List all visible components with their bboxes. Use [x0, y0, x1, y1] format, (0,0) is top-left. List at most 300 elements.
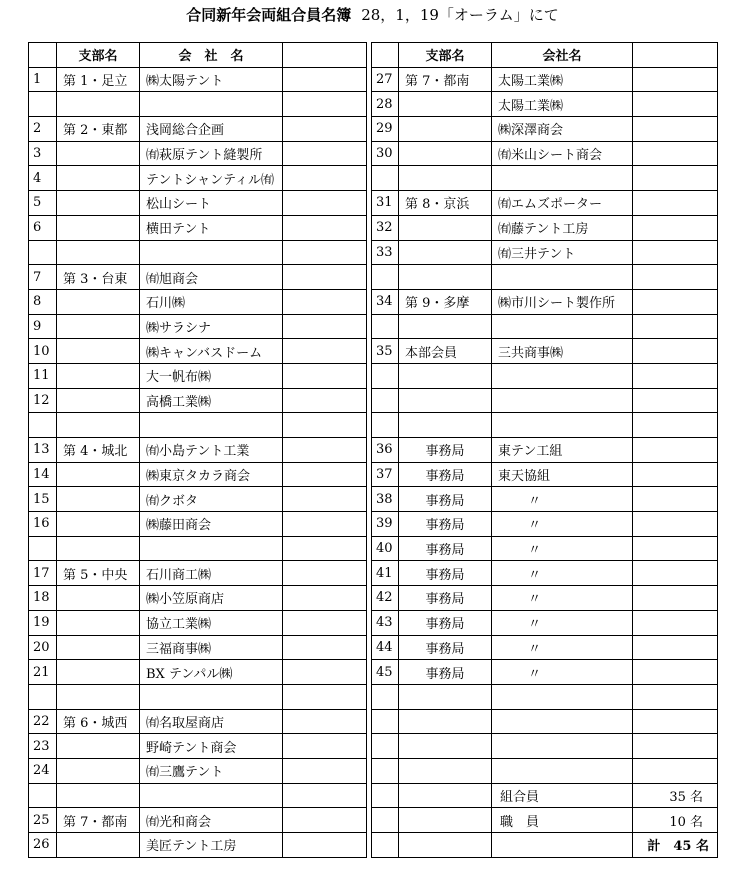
- right-company-name-cell: 東テン工組: [492, 438, 633, 463]
- right-company-name-cell: 〃: [492, 536, 633, 561]
- left-note-cell: [283, 289, 367, 314]
- right-member-number-cell: [372, 388, 399, 413]
- right-branch-name-cell: 事務局: [399, 561, 492, 586]
- left-company-name-cell: ㈱小笠原商店: [140, 586, 283, 611]
- right-note-cell: [633, 635, 718, 660]
- left-company-name-cell: テントシャンティル㈲: [140, 166, 283, 191]
- left-company-name-cell: [140, 684, 283, 709]
- right-branch-name-cell: 事務局: [399, 512, 492, 537]
- left-branch-name-cell: [57, 586, 140, 611]
- left-note-cell: [283, 783, 367, 808]
- left-member-number-cell: 13: [29, 438, 57, 463]
- table-row: [372, 363, 718, 388]
- right-note-cell: [633, 339, 718, 364]
- left-branch-name-cell: [57, 660, 140, 685]
- left-member-number-cell: 25: [29, 808, 57, 833]
- left-member-number-cell: [29, 413, 57, 438]
- left-note-cell: [283, 462, 367, 487]
- right-company-name-cell: 〃: [492, 512, 633, 537]
- table-row: [372, 512, 718, 537]
- table-row: [29, 833, 367, 858]
- left-branch-name-cell: [57, 363, 140, 388]
- right-member-number-cell: 40: [372, 536, 399, 561]
- left-member-number-cell: 7: [29, 265, 57, 290]
- right-company-name-cell: 太陽工業㈱: [492, 67, 633, 92]
- right-member-number-cell: [372, 758, 399, 783]
- right-header-row: [372, 43, 718, 68]
- right-member-number-cell: [372, 314, 399, 339]
- table-row: [29, 734, 367, 759]
- left-note-cell: [283, 512, 367, 537]
- table-row: [372, 783, 718, 808]
- right-branch-name-cell: 本部会員: [399, 339, 492, 364]
- left-branch-name-cell: [57, 314, 140, 339]
- right-note-cell: [633, 586, 718, 611]
- table-row: [29, 684, 367, 709]
- left-note-cell: [283, 141, 367, 166]
- right-header-cell: 支部名: [399, 43, 492, 68]
- table-row: [29, 586, 367, 611]
- right-company-name-cell: [492, 734, 633, 759]
- left-company-name-cell: ㈲旭商会: [140, 265, 283, 290]
- table-row: [372, 289, 718, 314]
- left-note-cell: [283, 635, 367, 660]
- left-member-number-cell: 20: [29, 635, 57, 660]
- right-member-number-cell: 31: [372, 191, 399, 216]
- right-company-name-cell: ㈲エムズポーター: [492, 191, 633, 216]
- right-company-name-cell: 東天協組: [492, 462, 633, 487]
- right-note-cell: [633, 388, 718, 413]
- left-member-number-cell: 14: [29, 462, 57, 487]
- table-row: [29, 487, 367, 512]
- table-row: [29, 635, 367, 660]
- left-header-row: [29, 43, 367, 68]
- right-branch-name-cell: [399, 166, 492, 191]
- right-note-cell: [633, 684, 718, 709]
- left-member-number-cell: 19: [29, 610, 57, 635]
- left-branch-name-cell: 第 4・城北: [57, 438, 140, 463]
- left-branch-name-cell: 第 1・足立: [57, 67, 140, 92]
- table-row: [372, 610, 718, 635]
- right-branch-name-cell: [399, 92, 492, 117]
- right-branch-name-cell: [399, 783, 492, 808]
- right-company-name-cell: 組合員: [492, 783, 633, 808]
- right-company-name-cell: 〃: [492, 635, 633, 660]
- table-row: [29, 388, 367, 413]
- table-row: [372, 92, 718, 117]
- left-member-number-cell: 11: [29, 363, 57, 388]
- table-row: [372, 141, 718, 166]
- right-company-name-cell: ㈲藤テント工房: [492, 215, 633, 240]
- left-branch-name-cell: [57, 413, 140, 438]
- table-row: [29, 339, 367, 364]
- left-note-cell: [283, 413, 367, 438]
- right-branch-name-cell: 事務局: [399, 536, 492, 561]
- table-row: [372, 709, 718, 734]
- left-company-name-cell: 石川㈱: [140, 289, 283, 314]
- right-header-cell: [633, 43, 718, 68]
- left-note-cell: [283, 709, 367, 734]
- right-member-number-cell: 30: [372, 141, 399, 166]
- title-main: 合同新年会両組合員名簿: [186, 6, 352, 24]
- right-company-name-cell: 〃: [492, 487, 633, 512]
- right-company-name-cell: [492, 413, 633, 438]
- right-member-number-cell: [372, 265, 399, 290]
- table-row: [29, 67, 367, 92]
- left-note-cell: [283, 561, 367, 586]
- right-company-name-cell: 太陽工業㈱: [492, 92, 633, 117]
- table-row: [29, 783, 367, 808]
- right-company-name-cell: [492, 684, 633, 709]
- table-row: [29, 512, 367, 537]
- left-branch-name-cell: [57, 734, 140, 759]
- right-note-cell: [633, 141, 718, 166]
- left-branch-name-cell: [57, 512, 140, 537]
- right-branch-name-cell: 事務局: [399, 487, 492, 512]
- right-note-cell: [633, 166, 718, 191]
- left-company-name-cell: [140, 536, 283, 561]
- right-company-name-cell: 〃: [492, 610, 633, 635]
- left-member-number-cell: 5: [29, 191, 57, 216]
- table-row: [29, 363, 367, 388]
- right-member-number-cell: 35: [372, 339, 399, 364]
- left-note-cell: [283, 758, 367, 783]
- left-company-name-cell: ㈱藤田商会: [140, 512, 283, 537]
- right-branch-name-cell: 事務局: [399, 660, 492, 685]
- right-note-cell: [633, 67, 718, 92]
- left-header-cell: [283, 43, 367, 68]
- table-row: [372, 833, 718, 858]
- right-company-name-cell: [492, 388, 633, 413]
- left-member-number-cell: [29, 536, 57, 561]
- right-company-name-cell: 職 員: [492, 808, 633, 833]
- left-branch-name-cell: 第 2・東都: [57, 117, 140, 142]
- left-note-cell: [283, 536, 367, 561]
- left-company-name-cell: 協立工業㈱: [140, 610, 283, 635]
- left-member-number-cell: 15: [29, 487, 57, 512]
- right-note-cell: [633, 536, 718, 561]
- left-note-cell: [283, 388, 367, 413]
- left-company-name-cell: 高橋工業㈱: [140, 388, 283, 413]
- left-member-number-cell: 8: [29, 289, 57, 314]
- table-row: [29, 191, 367, 216]
- left-company-name-cell: ㈱サラシナ: [140, 314, 283, 339]
- right-member-number-cell: 44: [372, 635, 399, 660]
- right-branch-name-cell: [399, 215, 492, 240]
- left-member-number-cell: [29, 92, 57, 117]
- table-row: [29, 561, 367, 586]
- left-company-name-cell: 美匠テント工房: [140, 833, 283, 858]
- right-member-number-cell: [372, 166, 399, 191]
- left-branch-name-cell: [57, 191, 140, 216]
- table-row: [29, 536, 367, 561]
- left-branch-name-cell: [57, 758, 140, 783]
- left-company-name-cell: ㈲小島テント工業: [140, 438, 283, 463]
- table-row: [29, 117, 367, 142]
- right-branch-name-cell: [399, 833, 492, 858]
- right-member-number-cell: 28: [372, 92, 399, 117]
- right-note-cell: [633, 487, 718, 512]
- left-note-cell: [283, 339, 367, 364]
- left-member-number-cell: 12: [29, 388, 57, 413]
- right-member-number-cell: 38: [372, 487, 399, 512]
- right-branch-name-cell: [399, 363, 492, 388]
- right-note-cell: [633, 215, 718, 240]
- table-row: [372, 536, 718, 561]
- table-row: [372, 660, 718, 685]
- left-header-cell: [29, 43, 57, 68]
- table-row: [29, 240, 367, 265]
- right-branch-name-cell: 第 8・京浜: [399, 191, 492, 216]
- left-company-name-cell: ㈲光和商会: [140, 808, 283, 833]
- table-row: [29, 808, 367, 833]
- left-header-cell: 支部名: [57, 43, 140, 68]
- right-member-number-cell: [372, 808, 399, 833]
- right-note-cell: [633, 413, 718, 438]
- left-company-name-cell: ㈲三鷹テント: [140, 758, 283, 783]
- left-company-name-cell: [140, 240, 283, 265]
- table-row: [372, 388, 718, 413]
- right-note-cell: 計 45 名: [633, 833, 718, 858]
- right-branch-name-cell: [399, 388, 492, 413]
- table-row: [29, 141, 367, 166]
- left-member-number-cell: 17: [29, 561, 57, 586]
- left-branch-name-cell: 第 6・城西: [57, 709, 140, 734]
- right-note-cell: [633, 363, 718, 388]
- right-member-number-cell: 41: [372, 561, 399, 586]
- left-member-number-cell: 24: [29, 758, 57, 783]
- left-note-cell: [283, 833, 367, 858]
- table-row: [372, 684, 718, 709]
- right-company-name-cell: ㈱市川シート製作所: [492, 289, 633, 314]
- left-company-name-cell: 三福商事㈱: [140, 635, 283, 660]
- left-company-name-cell: ㈱東京タカラ商会: [140, 462, 283, 487]
- left-member-table: [28, 42, 367, 858]
- left-note-cell: [283, 363, 367, 388]
- table-row: [29, 438, 367, 463]
- table-row: [29, 610, 367, 635]
- right-note-cell: [633, 462, 718, 487]
- table-row: [372, 561, 718, 586]
- left-branch-name-cell: [57, 339, 140, 364]
- right-note-cell: [633, 610, 718, 635]
- table-row: [372, 413, 718, 438]
- left-branch-name-cell: [57, 635, 140, 660]
- left-company-name-cell: ㈲クボタ: [140, 487, 283, 512]
- left-member-number-cell: 16: [29, 512, 57, 537]
- left-company-name-cell: 大一帆布㈱: [140, 363, 283, 388]
- left-note-cell: [283, 487, 367, 512]
- right-branch-name-cell: [399, 413, 492, 438]
- right-note-cell: 35 名: [633, 783, 718, 808]
- right-member-number-cell: 45: [372, 660, 399, 685]
- right-note-cell: [633, 265, 718, 290]
- left-member-number-cell: 3: [29, 141, 57, 166]
- right-company-name-cell: [492, 166, 633, 191]
- table-row: [372, 462, 718, 487]
- title-subtitle: 28，1，19「オーラム」にて: [361, 6, 559, 24]
- left-branch-name-cell: [57, 833, 140, 858]
- table-row: [372, 215, 718, 240]
- table-row: [29, 709, 367, 734]
- left-note-cell: [283, 660, 367, 685]
- left-branch-name-cell: 第 3・台東: [57, 265, 140, 290]
- left-branch-name-cell: [57, 388, 140, 413]
- right-company-name-cell: ㈲米山シート商会: [492, 141, 633, 166]
- table-row: [29, 314, 367, 339]
- right-branch-name-cell: 事務局: [399, 610, 492, 635]
- right-company-name-cell: [492, 709, 633, 734]
- left-company-name-cell: ㈲名取屋商店: [140, 709, 283, 734]
- right-company-name-cell: [492, 314, 633, 339]
- right-company-name-cell: 〃: [492, 561, 633, 586]
- left-member-number-cell: 18: [29, 586, 57, 611]
- right-branch-name-cell: [399, 808, 492, 833]
- right-note-cell: [633, 758, 718, 783]
- left-note-cell: [283, 92, 367, 117]
- left-member-number-cell: 22: [29, 709, 57, 734]
- right-member-number-cell: [372, 783, 399, 808]
- right-member-number-cell: 32: [372, 215, 399, 240]
- right-member-number-cell: 34: [372, 289, 399, 314]
- table-row: [29, 289, 367, 314]
- left-member-number-cell: 10: [29, 339, 57, 364]
- right-branch-name-cell: [399, 684, 492, 709]
- right-member-number-cell: 36: [372, 438, 399, 463]
- table-row: [372, 758, 718, 783]
- left-branch-name-cell: [57, 487, 140, 512]
- right-member-number-cell: 43: [372, 610, 399, 635]
- document-title: [0, 4, 745, 25]
- right-branch-name-cell: 事務局: [399, 462, 492, 487]
- right-branch-name-cell: 第 9・多摩: [399, 289, 492, 314]
- right-member-number-cell: 39: [372, 512, 399, 537]
- left-branch-name-cell: [57, 215, 140, 240]
- right-branch-name-cell: [399, 314, 492, 339]
- right-branch-name-cell: [399, 265, 492, 290]
- table-row: [29, 265, 367, 290]
- left-note-cell: [283, 314, 367, 339]
- left-branch-name-cell: [57, 610, 140, 635]
- left-branch-name-cell: [57, 166, 140, 191]
- left-branch-name-cell: [57, 783, 140, 808]
- right-company-name-cell: ㈱深澤商会: [492, 117, 633, 142]
- right-member-number-cell: 29: [372, 117, 399, 142]
- right-note-cell: [633, 92, 718, 117]
- left-note-cell: [283, 240, 367, 265]
- left-member-number-cell: 21: [29, 660, 57, 685]
- left-branch-name-cell: [57, 92, 140, 117]
- table-row: [372, 314, 718, 339]
- left-note-cell: [283, 610, 367, 635]
- left-member-number-cell: [29, 783, 57, 808]
- table-row: [372, 265, 718, 290]
- table-row: [29, 758, 367, 783]
- table-row: [372, 734, 718, 759]
- right-company-name-cell: [492, 758, 633, 783]
- right-member-table: [371, 42, 718, 858]
- left-member-number-cell: 4: [29, 166, 57, 191]
- table-row: [29, 92, 367, 117]
- right-company-name-cell: [492, 363, 633, 388]
- table-row: [29, 215, 367, 240]
- right-branch-name-cell: [399, 141, 492, 166]
- left-note-cell: [283, 191, 367, 216]
- right-branch-name-cell: 事務局: [399, 586, 492, 611]
- right-note-cell: [633, 709, 718, 734]
- left-company-name-cell: 横田テント: [140, 215, 283, 240]
- left-note-cell: [283, 215, 367, 240]
- right-member-number-cell: 37: [372, 462, 399, 487]
- right-company-name-cell: 〃: [492, 660, 633, 685]
- right-member-number-cell: [372, 734, 399, 759]
- table-row: [372, 240, 718, 265]
- right-member-number-cell: [372, 413, 399, 438]
- right-member-number-cell: [372, 833, 399, 858]
- left-member-number-cell: 23: [29, 734, 57, 759]
- table-row: [29, 413, 367, 438]
- right-branch-name-cell: 事務局: [399, 438, 492, 463]
- right-header-cell: [372, 43, 399, 68]
- table-row: [29, 660, 367, 685]
- right-header-cell: 会社名: [492, 43, 633, 68]
- left-company-name-cell: [140, 413, 283, 438]
- right-company-name-cell: ㈲三井テント: [492, 240, 633, 265]
- right-member-number-cell: [372, 709, 399, 734]
- table-row: [372, 191, 718, 216]
- table-row: [372, 586, 718, 611]
- left-member-number-cell: [29, 684, 57, 709]
- left-header-cell: 会 社 名: [140, 43, 283, 68]
- right-branch-name-cell: 第 7・都南: [399, 67, 492, 92]
- left-member-number-cell: 9: [29, 314, 57, 339]
- left-company-name-cell: 野崎テント商会: [140, 734, 283, 759]
- left-note-cell: [283, 586, 367, 611]
- left-branch-name-cell: [57, 462, 140, 487]
- right-note-cell: [633, 734, 718, 759]
- right-note-cell: [633, 240, 718, 265]
- left-company-name-cell: ㈲萩原テント縫製所: [140, 141, 283, 166]
- right-branch-name-cell: [399, 709, 492, 734]
- table-row: [372, 67, 718, 92]
- left-branch-name-cell: [57, 536, 140, 561]
- left-member-number-cell: 2: [29, 117, 57, 142]
- right-note-cell: [633, 289, 718, 314]
- left-note-cell: [283, 265, 367, 290]
- right-note-cell: [633, 438, 718, 463]
- left-company-name-cell: ㈱キャンバスドーム: [140, 339, 283, 364]
- left-member-number-cell: 1: [29, 67, 57, 92]
- left-branch-name-cell: [57, 240, 140, 265]
- table-row: [372, 117, 718, 142]
- right-member-number-cell: [372, 363, 399, 388]
- left-note-cell: [283, 734, 367, 759]
- right-note-cell: [633, 660, 718, 685]
- table-row: [29, 462, 367, 487]
- right-note-cell: 10 名: [633, 808, 718, 833]
- left-branch-name-cell: 第 7・都南: [57, 808, 140, 833]
- right-company-name-cell: [492, 265, 633, 290]
- right-member-number-cell: 42: [372, 586, 399, 611]
- right-member-number-cell: [372, 684, 399, 709]
- left-company-name-cell: 石川商工㈱: [140, 561, 283, 586]
- right-branch-name-cell: [399, 734, 492, 759]
- table-row: [29, 166, 367, 191]
- left-branch-name-cell: [57, 289, 140, 314]
- left-company-name-cell: [140, 783, 283, 808]
- left-company-name-cell: BX テンパル㈱: [140, 660, 283, 685]
- left-company-name-cell: [140, 92, 283, 117]
